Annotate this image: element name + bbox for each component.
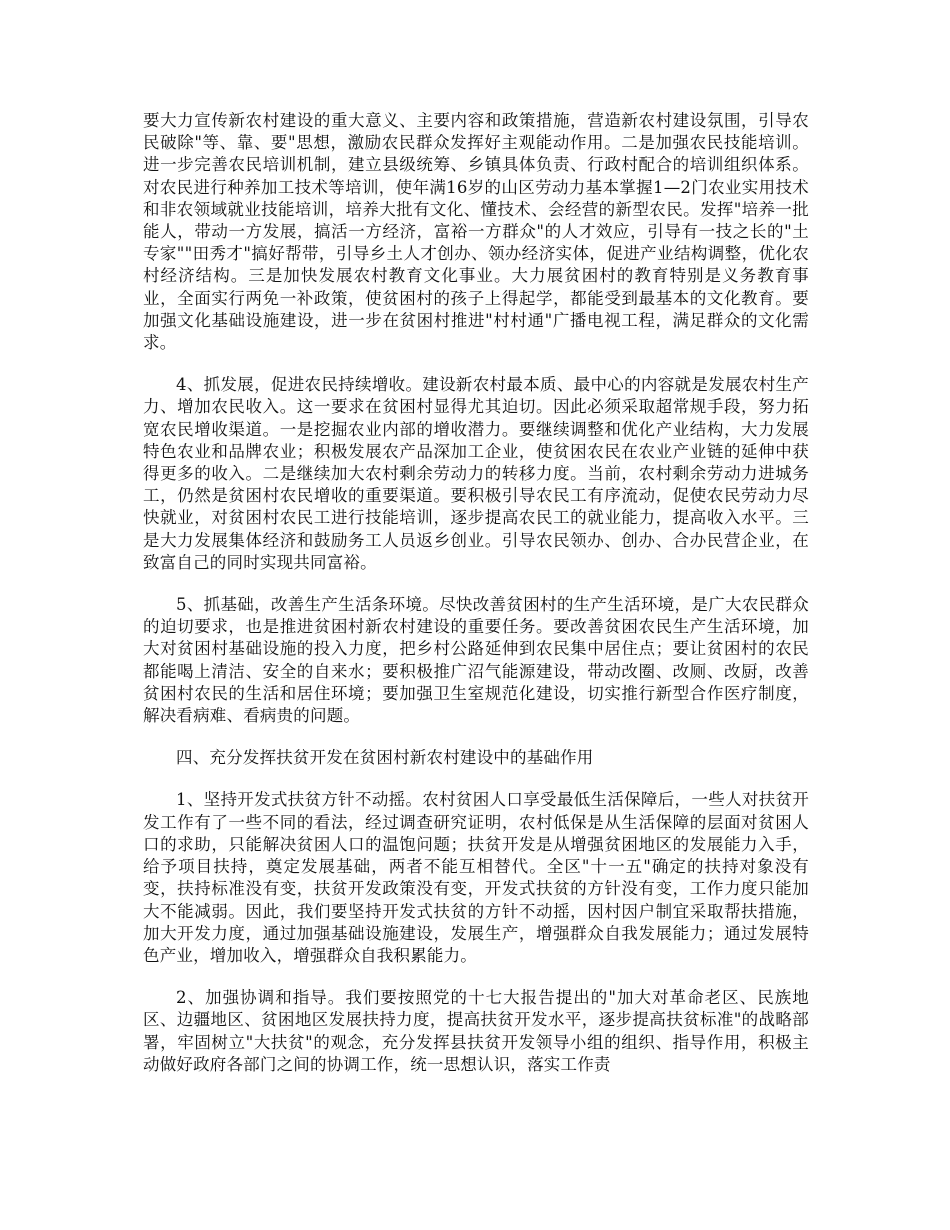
paragraph-continuation: 要大力宣传新农村建设的重大意义、主要内容和政策措施，营造新农村建设氛围，引导农民破除"等、靠、要"思想，激励农民群众发挥好主观能动作用。二是加强农民技能培训。进一步完善农民培训机制，建立县级统筹、乡镇具体负责、行政村配合的培训组织体系。对农民进行种养加工技术等培训，使年满16岁的山区劳动力基本掌握1—2门农业实用技术和非农领域就业技能培训，培养大批有文化、懂技术、会经营的新型农民。发挥"培养一批能人，带动一方发展，搞活一方经济，富裕一方群众"的人才效应，引导有一技之长的"土专家""田秀才"搞好帮带，引导乡土人才创办、领办经济实体，促进产业结构调整，优化农村经济结构。三是加快发展农村教育文化事业。大力展贫困村的教育特别是义务教育事业，全面实行两免一补政策，使贫困村的孩子上得起学，都能受到最基本的文化教育。要加强文化基础设施建设，进一步在贫困村推进"村村通"广播电视工程，满足群众的文化需求。	[143, 111, 809, 353]
paragraph-item-5: 5、抓基础，改善生产生活条环境。尽快改善贫困村的生产生活环境，是广大农民群众的迫切要求，也是推进贫困村新农村建设的重要任务。要改善贫困农民生产生活环境，加大对贫困村基础设施的投入力度，把乡村公路延伸到农民集中居住点；要让贫困村的农民都能喝上清洁、安全的自来水；要积极推广沼气能源建设，带动改圈、改厕、改厨，改善贫困村农民的生活和居住环境；要加强卫生室规范化建设，切实推行新型合作医疗制度，解决看病难、看病贵的问题。	[143, 595, 809, 726]
section-heading-4: 四、充分发挥扶贫开发在贫困村新农村建设中的基础作用	[176, 748, 594, 768]
paragraph-section4-item-1: 1、坚持开发式扶贫方针不动摇。农村贫困人口享受最低生活保障后，一些人对扶贫开发工作有了一些不同的看法，经过调查研究证明，农村低保是从生活保障的层面对贫困人口的求助，只能解决贫困人口的温饱问题；扶贫开发是从增强贫困地区的发展能力入手，给予项目扶持，奠定发展基础，两者不能互相替代。全区"十一五"确定的扶持对象没有变，扶持标准没有变，扶贫开发政策没有变，开发式扶贫的方针没有变，工作力度只能加大不能减弱。因此，我们要坚持开发式扶贫的方针不动摇，因村因户制宜采取帮扶措施，加大开发力度，通过加强基础设施建设，发展生产，增强群众自我发展能力；通过发展特色产业，增加收入，增强群众自我积累能力。	[143, 790, 809, 965]
paragraph-item-4: 4、抓发展，促进农民持续增收。建设新农村最本质、最中心的内容就是发展农村生产力、增加农民收入。这一要求在贫困村显得尤其迫切。因此必须采取超常规手段，努力拓宽农民增收渠道。一是挖掘农业内部的增收潜力。要继续调整和优化产业结构，大力发展特色农业和品牌农业；积极发展农产品深加工企业，使贫困农民在农业产业链的延伸中获得更多的收入。二是继续加大农村剩余劳动力的转移力度。当前，农村剩余劳动力进城务工，仍然是贫困村农民增收的重要渠道。要积极引导农民工有序流动，促使农民劳动力尽快就业，对贫困村农民工进行技能培训，逐步提高农民工的就业能力，提高收入水平。三是大力发展集体经济和鼓励务工人员返乡创业。引导农民领办、创办、合办民营企业，在致富自己的同时实现共同富裕。	[143, 375, 809, 572]
paragraph-section4-item-2: 2、加强协调和指导。我们要按照党的十七大报告提出的"加大对革命老区、民族地区、边疆地区、贫困地区发展扶持力度，提高扶贫开发水平，逐步提高扶贫标准"的战略部署，牢固树立"大扶贫"的观念，充分发挥县扶贫开发领导小组的组织、指导作用，积极主动做好政府各部门之间的协调工作，统一思想认识，落实工作责	[143, 988, 809, 1074]
document-body	[143, 110, 809, 1096]
